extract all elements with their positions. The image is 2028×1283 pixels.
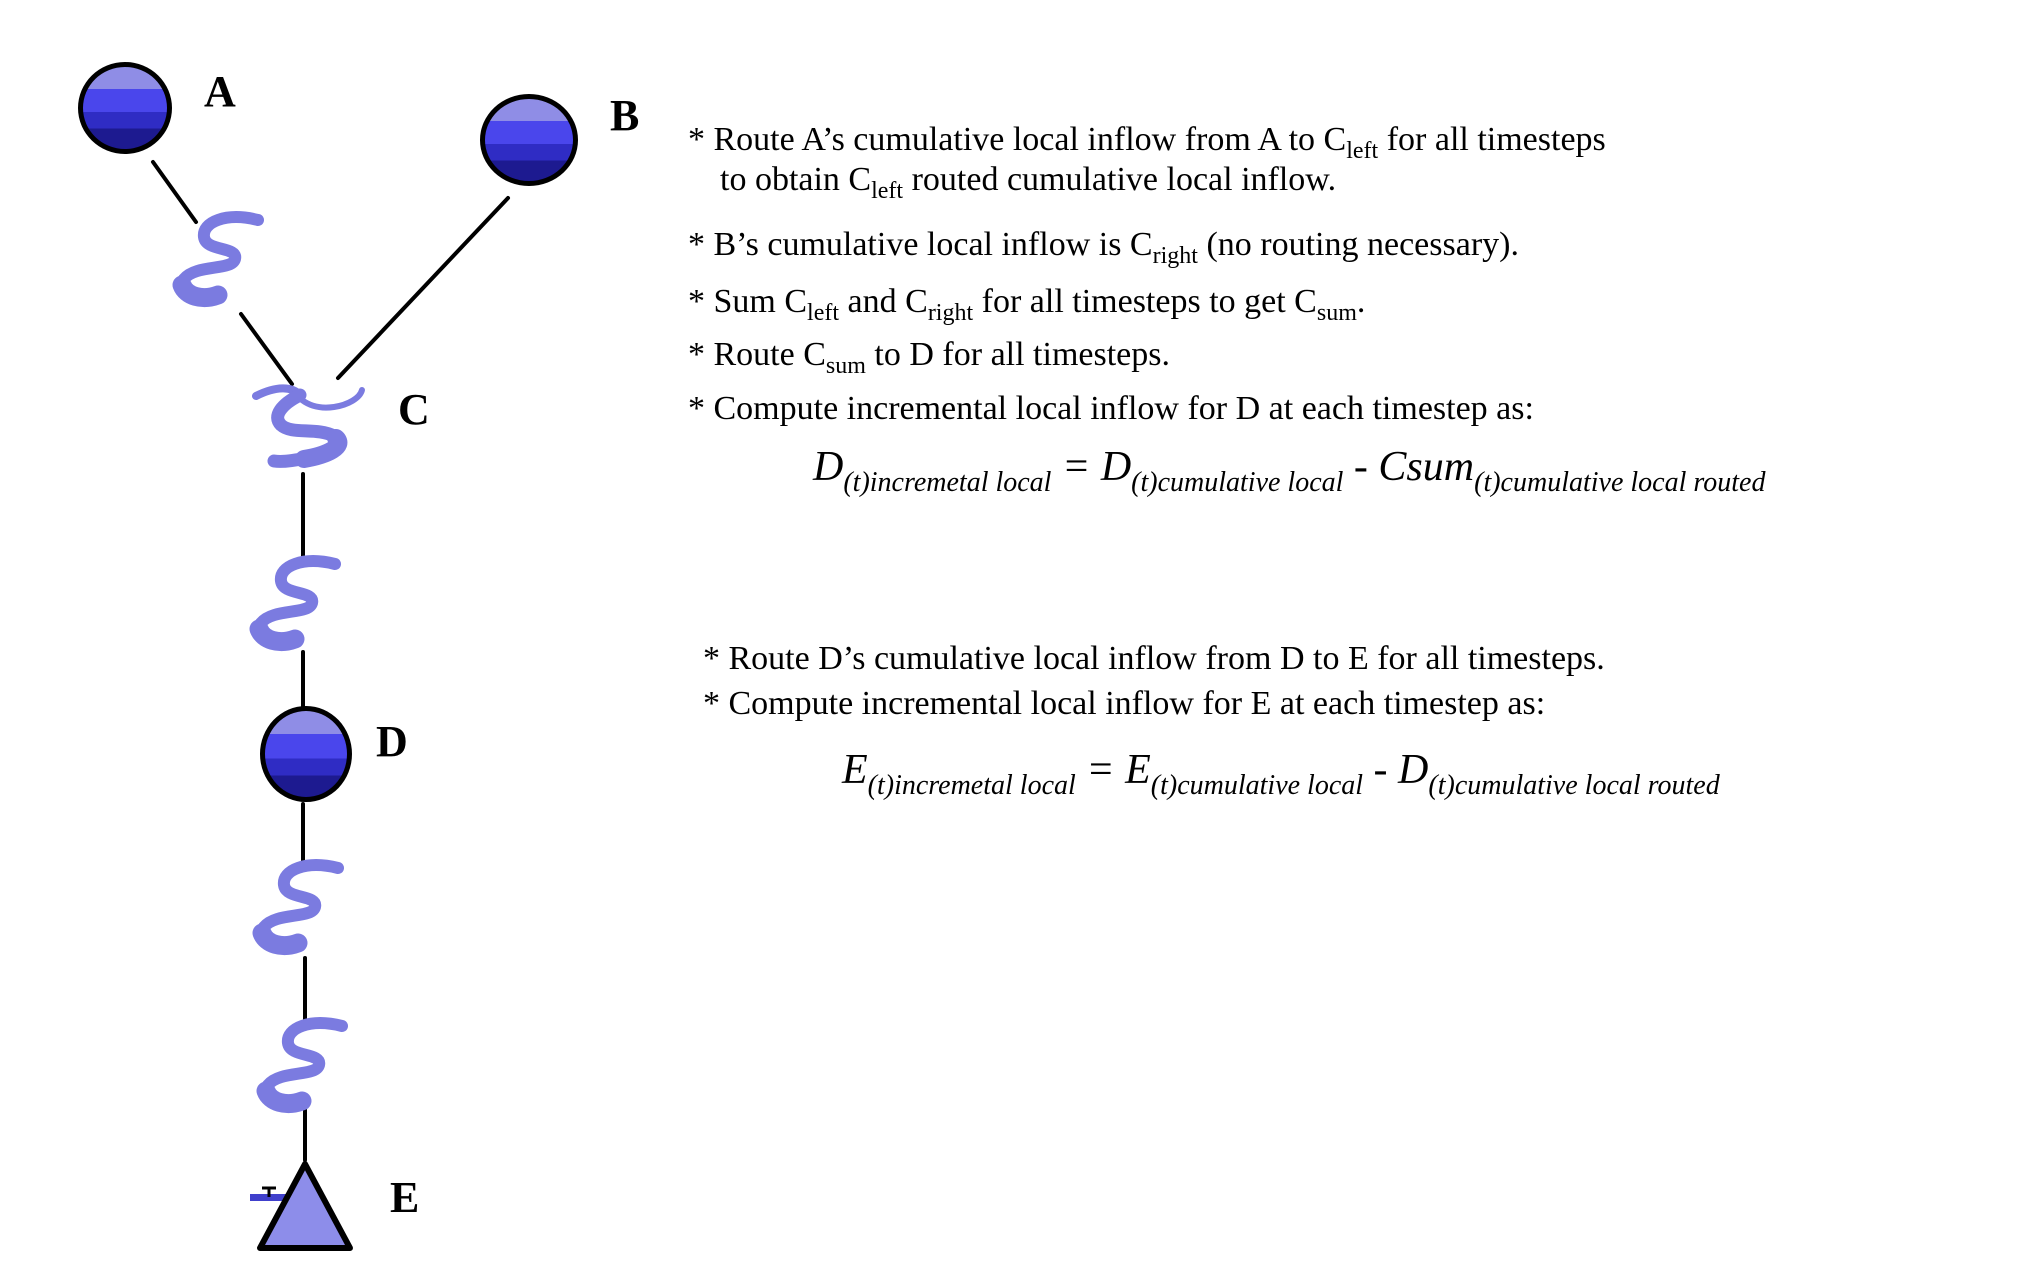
note-b-inflow: * B’s cumulative local inflow is $C_{right}$ (no routing necessary). bbox=[688, 226, 1519, 269]
formula-e-incremental: $E_{(t)incremetal local} = E_{(t)cumulative local} - D_{(t)cumulative local routed}$ bbox=[842, 747, 1720, 801]
river-reach-icon bbox=[265, 1023, 342, 1103]
connector-reach-to-c bbox=[241, 314, 292, 384]
note-route-a: * Route A’s cumulative local inflow from A to $C_{left}$ for all timesteps bbox=[688, 121, 1606, 164]
note-route-csum: * Route $C_{sum}$ to D for all timesteps. bbox=[688, 336, 1170, 379]
note-compute-d: * Compute incremental local inflow for D at each timestep as: bbox=[688, 390, 1534, 427]
river-reach-icon bbox=[258, 561, 335, 641]
node-label-d: D bbox=[376, 717, 408, 766]
node-label-b: B bbox=[610, 91, 640, 140]
note-route-d: * Route D’s cumulative local inflow from D to E for all timesteps. bbox=[703, 640, 1605, 677]
connector-a-to-reach bbox=[153, 162, 196, 222]
river-reach-icon bbox=[261, 865, 338, 945]
formula-d-incremental: $D_{(t)incremetal local} = D_{(t)cumulative local}$ - Csum$_{(t)cumulative local routed}$ bbox=[813, 444, 1766, 498]
basin-node-icon-d bbox=[260, 706, 352, 802]
node-label-c: C bbox=[398, 385, 430, 434]
connector-b-to-c bbox=[338, 198, 508, 378]
connector-lines bbox=[153, 162, 508, 1160]
node-label-a: A bbox=[204, 67, 236, 116]
note-compute-e: * Compute incremental local inflow for E at each timestep as: bbox=[703, 685, 1546, 722]
river-confluence-icon bbox=[256, 388, 362, 461]
note-sum-c: * Sum $C_{left}$ and $C_{right}$ for all timesteps to get $C_{sum}$. bbox=[688, 283, 1366, 326]
note-route-a-cont: to obtain $C_{left}$ routed cumulative local inflow. bbox=[720, 161, 1337, 204]
basin-node-icon-b bbox=[480, 94, 578, 186]
reservoir-icon bbox=[260, 1164, 350, 1248]
river-network-diagram bbox=[0, 0, 700, 1283]
river-reach-icon bbox=[181, 217, 258, 297]
node-label-e: E bbox=[390, 1173, 420, 1222]
basin-node-icon-a bbox=[78, 62, 172, 154]
